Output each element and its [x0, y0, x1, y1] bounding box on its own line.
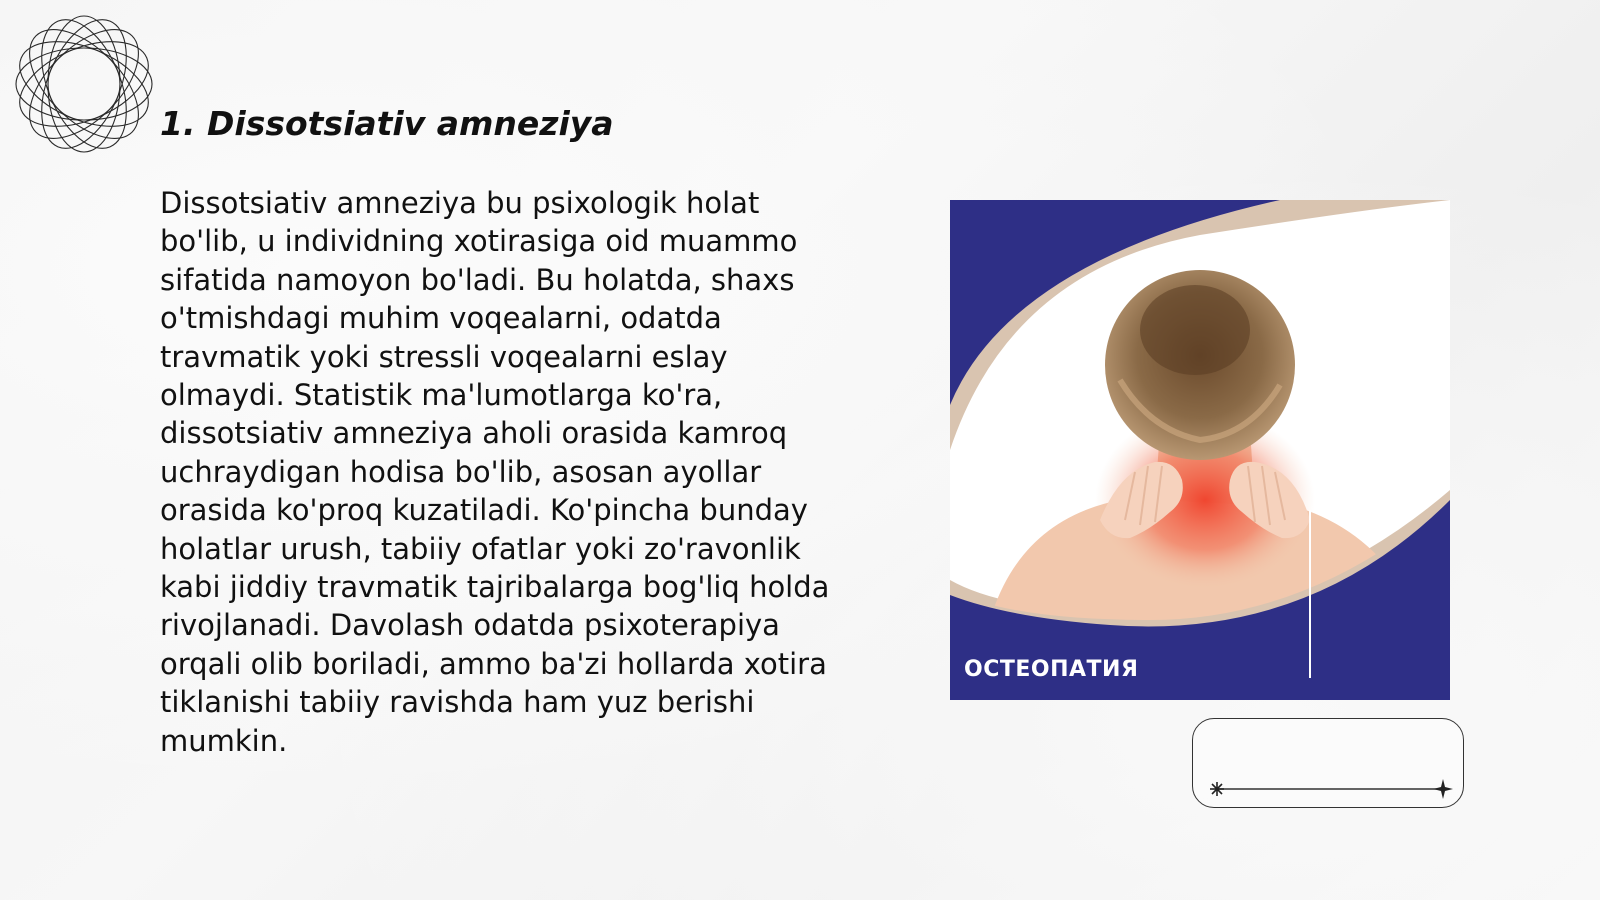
slider-line-icon [1193, 719, 1465, 809]
slide-body-text: Dissotsiativ amneziya bu psixologik holat bo'lib, u individning xotirasiga oid muammo sifatida namoyon bo'ladi. Bu holatda, shaxs o'tmishdagi muhim voqealarni, odatda travmatik yoki stressli voqealarni eslay olmaydi. Statistik ma'lumotlarga ko'ra, dissotsiativ amneziya aholi orasida kamroq uchraydigan hodisa bo'lib, asosan ayollar orasida ko'proq kuzatiladi. Ko'pincha bunday holatlar urush, tabiiy ofatlar yoki zo'ravonlik kabi jiddiy travmatik tajribalarga bog'liq holda rivojlanadi. Davolash odatda psixoterapiya orqali olib boriladi, ammo ba'zi hollarda xotira tiklanishi tabiiy ravishda ham yuz berishi mumkin. [160, 186, 830, 758]
rosette-ornament-icon [10, 10, 158, 158]
image-caption: ОСТЕОПАТИЯ [964, 657, 1139, 682]
osteopathy-neck-pain-image [950, 200, 1450, 700]
slider-ornament [1192, 718, 1464, 808]
slide-title: 1. Dissotsiativ amneziya [160, 104, 614, 143]
